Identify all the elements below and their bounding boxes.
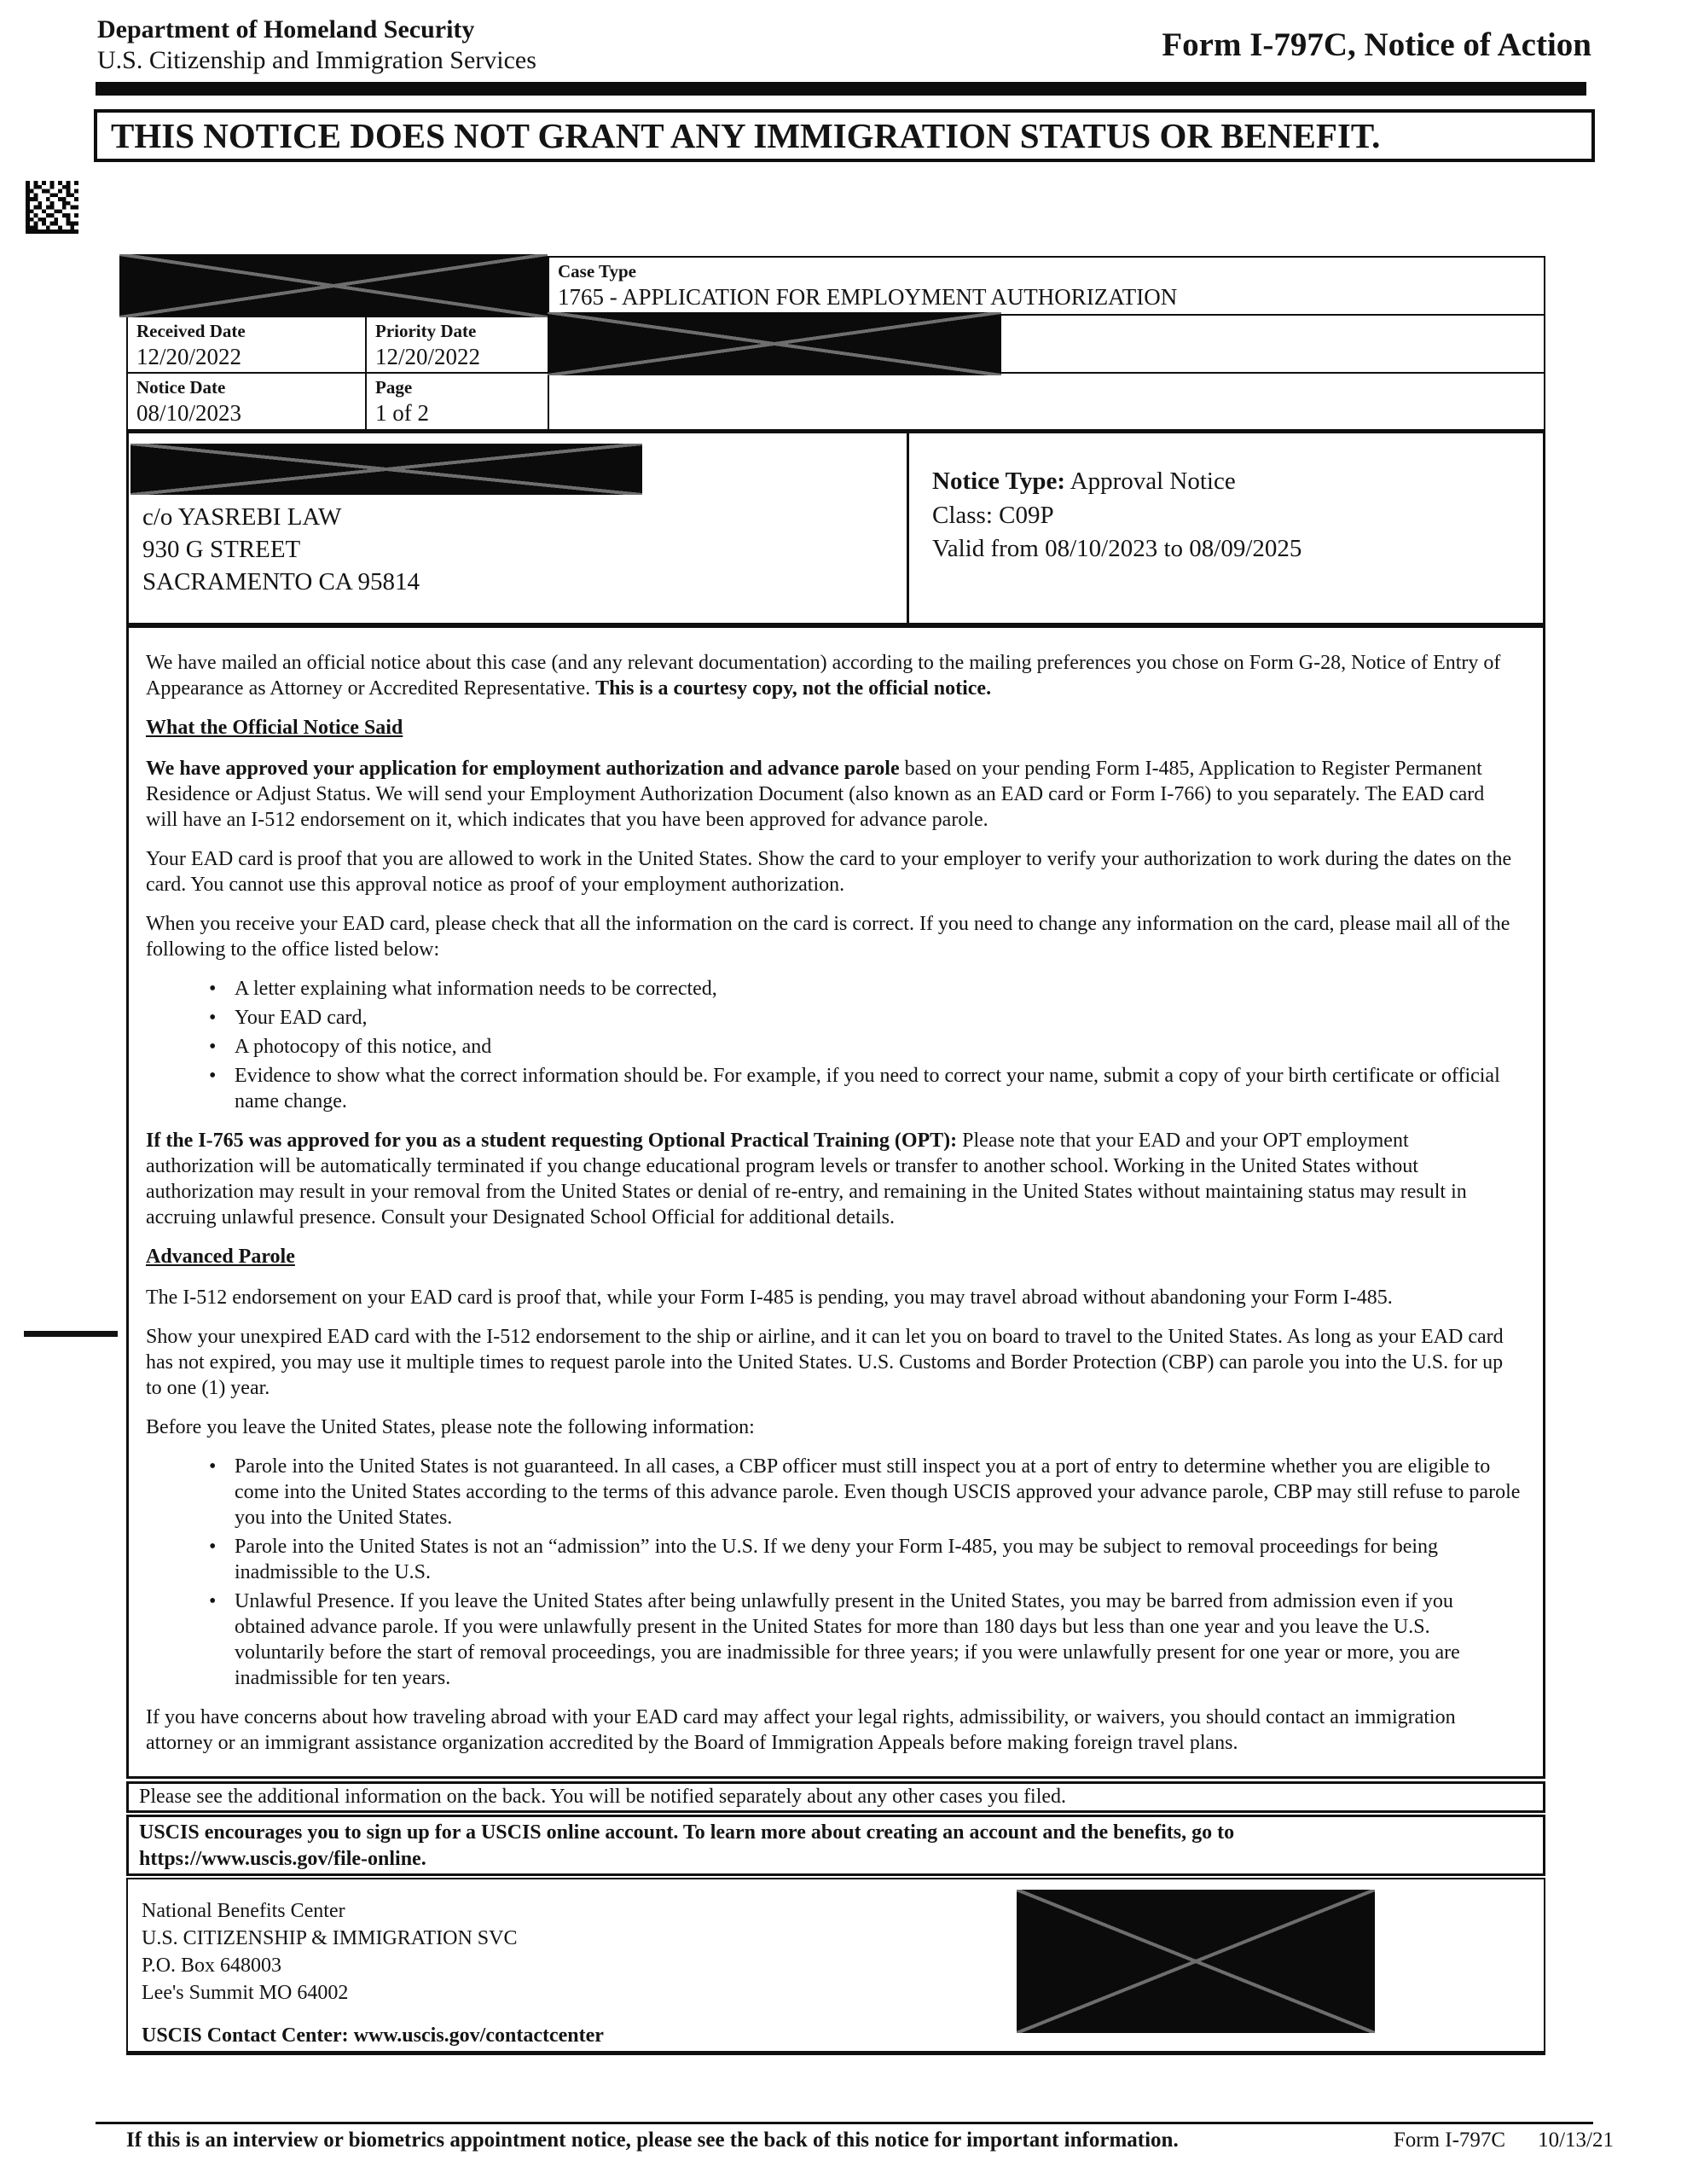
contact-center-line: USCIS Contact Center: www.uscis.gov/contactcenter	[142, 2024, 604, 2047]
footer-note: If this is an interview or biometrics appointment notice, please see the back of this notice for important information.	[126, 2129, 1179, 2152]
heading-advanced-parole: Advanced Parole	[146, 1246, 295, 1268]
paragraph-approval: We have approved your application for employment authorization and advance parole based on your pending Form I-485, Application to Register Permanent Residence or Adjust Status. We will send your Employment Authorization Document (also known as an EAD card or Form I-766) to you separately. The EAD card will have an I-512 endorsement on it, which indicates that you have been approved for advance parole.	[146, 758, 1485, 831]
no-benefit-banner: THIS NOTICE DOES NOT GRANT ANY IMMIGRATION STATUS OR BENEFIT.	[94, 109, 1595, 162]
office-line: Lee's Summit MO 64002	[142, 1982, 349, 2004]
priority-date-value: 12/20/2022	[375, 344, 481, 369]
case-data-table	[126, 256, 1545, 431]
office-line: P.O. Box 648003	[142, 1955, 282, 1977]
list-item: • A photocopy of this notice, and	[235, 1034, 1521, 1060]
list-item: • A letter explaining what information needs to be corrected,	[235, 976, 1521, 1002]
priority-date-cell	[365, 316, 549, 374]
paragraph-check-card: When you receive your EAD card, please check that all the information on the card is correct. If you need to change any information on the card, please mail all of the following to the office listed below:	[146, 913, 1510, 961]
notice-body	[126, 625, 1545, 1779]
validity-line: Valid from 08/10/2023 to 08/09/2025	[932, 535, 1302, 562]
list-item: • Parole into the United States is not an “admission” into the U.S. If we deny your Form I-485, you may be subject to removal proceedings for being inadmissible to the U.S.	[235, 1534, 1521, 1585]
page-value: 1 of 2	[375, 400, 429, 426]
footer-form-id-group	[1361, 2129, 1614, 2152]
datamatrix-barcode-icon	[26, 181, 78, 234]
received-date-cell	[126, 316, 367, 374]
page-cell	[365, 372, 549, 431]
addressee-line: 930 G STREET	[142, 536, 301, 563]
footer-rule	[96, 2122, 1593, 2124]
notice-date-cell	[126, 372, 367, 431]
table-gridline	[1544, 316, 1545, 431]
online-account-note: USCIS encourages you to sign up for a USCIS online account. To learn more about creating an account and the benefits, go to https://www.uscis.gov/file-online.	[126, 1815, 1545, 1876]
notice-date-value: 08/10/2023	[136, 400, 242, 426]
priority-date-label: Priority Date	[375, 321, 477, 341]
paragraph-travel: Show your unexpired EAD card with the I-512 endorsement to the ship or airline, and it can let you on board to travel to the United States. As long as your EAD card has not expired, you may use it multiple times to request parole into the United States. U.S. Customs and Border Protection (CBP) can parole you into the U.S. for up to one (1) year.	[146, 1326, 1504, 1399]
redaction-box-addressee-name	[130, 444, 642, 495]
list-item: • Your EAD card,	[235, 1005, 1521, 1031]
page-label: Page	[375, 377, 413, 398]
correction-items-list	[146, 976, 1521, 1114]
case-type-label: Case Type	[558, 261, 636, 282]
addressee-line: c/o YASREBI LAW	[142, 503, 342, 531]
footer-form-id: Form I-797C	[1393, 2129, 1506, 2152]
redaction-box-barcode-area	[1017, 1890, 1375, 2033]
received-date-value: 12/20/2022	[136, 344, 242, 369]
addressee-section	[126, 431, 1545, 625]
paragraph-legal-concerns: If you have concerns about how traveling abroad with your EAD card may affect your legal rights, admissibility, or waivers, you should contact an immigration attorney or an immigrant assistance organization accredited by the Board of Immigration Appeals before making foreign travel plans.	[146, 1706, 1456, 1754]
heading-official-notice: What the Official Notice Said	[146, 717, 403, 739]
table-gridline	[1000, 372, 1545, 374]
issuing-office-section	[126, 1878, 1545, 2055]
notice-type-label: Notice Type:	[932, 468, 1065, 495]
notice-date-label: Notice Date	[136, 377, 226, 398]
list-item: • Evidence to show what the correct information should be. For example, if you need to correct your name, submit a copy of your birth certificate or official name change.	[235, 1063, 1521, 1114]
parole-notes-list	[146, 1454, 1521, 1691]
agency-name: Department of Homeland Security	[97, 15, 475, 44]
additional-info-note: Please see the additional information on the back. You will be notified separately about any other cases you filed.	[126, 1781, 1545, 1813]
fold-mark	[24, 1331, 118, 1337]
case-type-value: 1765 - APPLICATION FOR EMPLOYMENT AUTHORIZATION	[558, 284, 1178, 310]
class-line: Class: C09P	[932, 502, 1054, 529]
paragraph-opt: If the I-765 was approved for you as a student requesting Optional Practical Training (OPT): Please note that your EAD and your OPT employment authorization will be automatically terminated if you change educational program levels or transfer to another school. Working in the United States without authorization may result in your removal from the United States or denial of re-entry, and remaining in the United States without maintaining status may result in accruing unlawful presence. Consult your Designated School Official for additional details.	[146, 1130, 1467, 1228]
paragraph-i512: The I-512 endorsement on your EAD card is proof that, while your Form I-485 is pending, you may travel abroad without abandoning your Form I-485.	[146, 1287, 1393, 1309]
paragraph-ead-proof: Your EAD card is proof that you are allowed to work in the United States. Show the card to your employer to verify your authorization to work during the dates on the card. You cannot use this approval notice as proof of your employment authorization.	[146, 848, 1512, 896]
list-item: • Parole into the United States is not guaranteed. In all cases, a CBP officer must still inspect you at a port of entry to determine whether you are eligible to come into the United States according to the terms of this advance parole. Even though USCIS approved your advance parole, CBP may still refuse to parole you into the United States.	[235, 1454, 1521, 1531]
list-item: • Unlawful Presence. If you leave the United States after being unlawfully present in the United States, you may be barred from admission even if you obtained advance parole. If you were unlawfully present in the United States for more than 180 days but less than one year and you leave the U.S. voluntarily before the start of removal proceedings, you are inadmissible for three years; if you were unlawfully present for one year or more, you are inadmissible for ten years.	[235, 1589, 1521, 1691]
section-divider	[907, 433, 909, 623]
redaction-box-applicant-info	[548, 312, 1001, 375]
office-line: National Benefits Center	[142, 1900, 345, 1922]
redaction-box-receipt-number	[119, 254, 548, 317]
office-line: U.S. CITIZENSHIP & IMMIGRATION SVC	[142, 1927, 518, 1949]
footer-revision-date: 10/13/21	[1538, 2129, 1614, 2152]
notice-type-line	[932, 468, 1236, 496]
addressee-line: SACRAMENTO CA 95814	[142, 568, 420, 595]
form-title: Form I-797C, Notice of Action	[1162, 26, 1591, 63]
case-type-cell	[548, 256, 1545, 316]
paragraph-before-leaving: Before you leave the United States, please note the following information:	[146, 1416, 755, 1438]
agency-subname: U.S. Citizenship and Immigration Services	[97, 46, 536, 74]
notice-type-value: Approval Notice	[1064, 468, 1236, 495]
header-divider-bar	[96, 82, 1586, 96]
paragraph-courtesy-copy: We have mailed an official notice about this case (and any relevant documentation) according to the mailing preferences you chose on Form G-28, Notice of Entry of Appearance as Attorney or Accredited Representative. This is a courtesy copy, not the official notice.	[146, 652, 1501, 700]
received-date-label: Received Date	[136, 321, 246, 341]
